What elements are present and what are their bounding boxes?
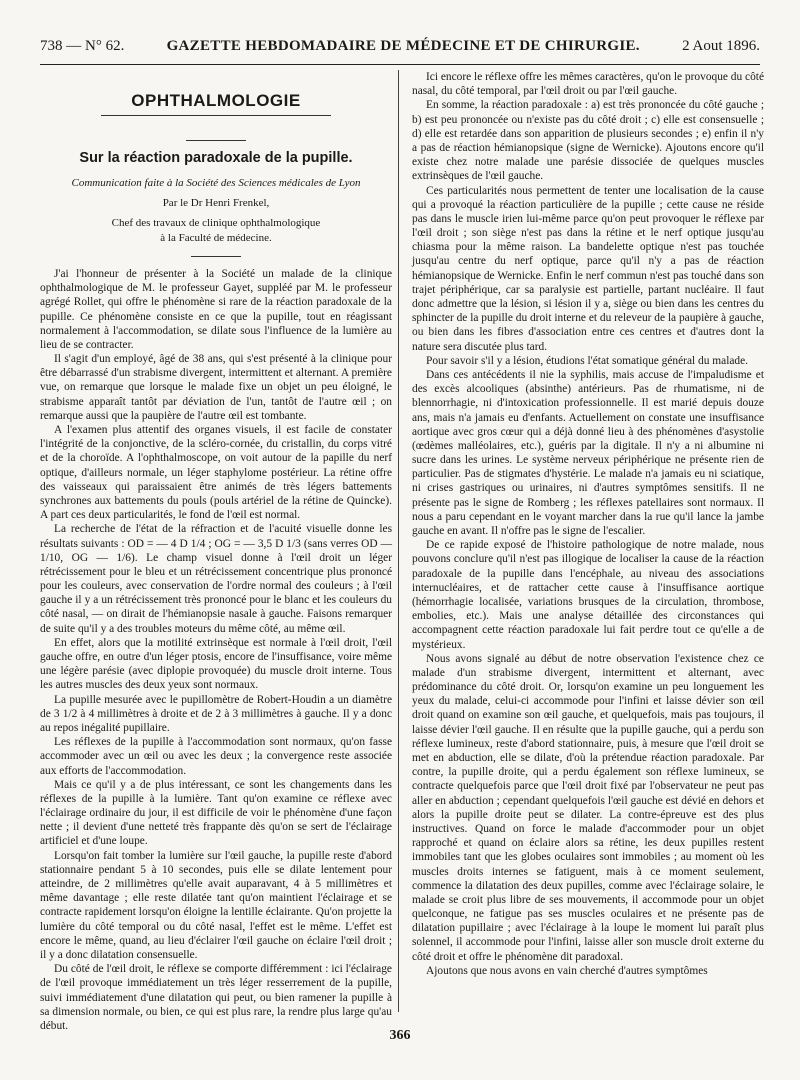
paragraph: A l'examen plus attentif des organes visuels, il est facile de constater l'intégrité de la conjonctive, de la scléro-cornée, du cristallin, du corps vitré et de la choroïde. A l'ophthalmoscope, on voit autour de la papille du nerf optique, d'ailleurs normale, un léger staphylome postérieur. La rétine offre des vaisseaux qui paraissaient être animés de très légers battements synchrones aux battements du pouls (pouls artériel de la rétine de Quincke). A part ces deux particularités, le fond de l'œil est normal. bbox=[40, 424, 392, 522]
paragraph: Dans ces antécédents il nie la syphilis, mais accuse de l'impaludisme et des excès alcooliques (absinthe) antérieurs. Pas de rhumatisme, ni de blennorrhagie, ni d'intoxication professionnelle. Il est marié depuis douze ans, mais n'a jamais eu d'enfants. Actuellement on constate une insuffisance aortique avec gros cœur qui a déjà donné lieu à des phénomènes d'asystolie (œdèmes malléolaires, etc.), guéris par la digitale. Il n'y a ni albumine ni sucre dans les urines. Le système nerveux périphérique ne présente rien de particulier. Pas de stigmates d'hystérie. Le malade n'a jamais eu ni sciatique, ni crises gastriques ou urinaires, ni d'autres symptômes sensitifs. Il ne présente pas le signe de Romberg ; les réflexes patellaires sont normaux. Il nous a paru cependant en le voyant marcher dans la rue qu'il lance la jambe gauche en avant. Il n'offre pas le signe de l'escalier. bbox=[412, 368, 764, 537]
paragraph: Ajoutons que nous avons en vain cherché d'autres symptômes bbox=[426, 964, 708, 977]
separator-rule bbox=[191, 256, 241, 257]
communication-note: Communication faite à la Société des Sciences médicales de Lyon bbox=[71, 177, 361, 190]
header-date: 2 Aout 1896. bbox=[682, 38, 760, 54]
separator-rule bbox=[186, 140, 246, 141]
paragraph: Pour savoir s'il y a lésion, étudions l'état somatique général du malade. bbox=[426, 354, 749, 367]
author-affiliation-1: Chef des travaux de clinique ophthalmologique bbox=[111, 216, 321, 229]
paragraph: De ce rapide exposé de l'histoire pathologique de notre malade, nous pouvons conclure qu'il n'est pas illogique de localiser la cause de la réaction paradoxale de la pupille dans l'encéphale, au niveau des associations internucléaires, et de rattacher cette cause à l'insuffisance aortique (hémorrhagie localisée, variations brusques de la circulation, thrombose, embolies, etc.). Mais une analyse détaillée des circonstances qui accompagnent cette réaction paradoxale lui fait perdre tout ce qu'elle a de mystérieux. bbox=[412, 539, 764, 651]
right-body-text bbox=[412, 70, 764, 978]
paragraph: Il s'agit d'un employé, âgé de 38 ans, qui s'est présenté à la clinique pour être débarrassé d'un strabisme divergent, intermittent et alternant. A première vue, on remarque que lorsque le malade fixe un objet un peu éloigné, le strabisme apparaît tantôt par déviation de l'un, tantôt de l'autre œil ; on remarque aussi que la paupière de l'autre œil est tombante. bbox=[40, 353, 392, 422]
author-affiliation-2: à la Faculté de médecine. bbox=[160, 232, 272, 245]
column-divider bbox=[398, 70, 399, 1012]
running-header bbox=[40, 38, 760, 65]
paragraph: Lorsqu'on fait tomber la lumière sur l'œil gauche, la pupille reste d'abord stationnaire pendant 5 à 10 secondes, puis elle se dilate lentement pour atteindre, de 2 millimètres qu'elle avait auparavant, 4 à 5 millimètres et même davantage ; elle reste dilatée tant qu'on maintient l'éclairage et se contracte rapidement lorsqu'on éloigne la lentille éclairante. Qu'on projette la lumière du côté temporal ou du côté nasal, l'effet est le même. L'effet est encore le même, quand, au lieu d'éclairer l'œil gauche on éclaire l'œil droit ; il y a donc dilatation consensuelle. bbox=[40, 849, 392, 961]
left-body-text bbox=[40, 267, 392, 1033]
header-page-info: 738 — N° 62. bbox=[40, 38, 125, 54]
left-column bbox=[40, 76, 392, 1033]
paragraph: Nous avons signalé au début de notre observation l'existence chez ce malade d'un strabisme divergent, intermittent et alternant, avec prédominance du côté droit. Or, lorsqu'on examine un peu longuement les yeux du malade, celui-ci accommode pour l'infini et laisse dévier son œil droit quand on examine son œil gauche, et quelquefois, mais pas toujours, il laisse dévier l'œil gauche. Il en résulte que la pupille gauche, qui a perdu son réflexe lumineux, reste d'abord stationnaire, puis, à mesure que l'œil droit se met en abduction, elle se dilate, d'où la prétendue réaction paradoxale. Par contre, la pupille droite, qui a perdu également son réflexe lumineux, se contracte quelquefois parce que l'œil droit fixé par l'observateur ne peut pas aller en abduction ; cependant quelquefois l'œil gauche est dévié en dehors et alors la pupille droite peut se dilater. La contre-épreuve est des plus instructives. Quand on force le malade d'accommoder pour un objet rapproché et quand on éclaire alors sa rétine, les deux pupilles restent immobiles tant que les globes oculaires sont immobiles ; au moment où les muscles droits internes se fatiguent, mais à ce moment seulement, commence la dilatation des deux pupilles, comme avec l'éclairage solaire, le malade se croit plus libre de ses mouvements, il accommode pour un objet quelconque, ne fatigue pas ses muscles oculaires et ne présente pas de dilatation pupillaire ; avec l'éclairage à la loupe le moment lui paraît plus solennel, il accommode pour l'infini, laisse aller son muscle droit externe du côté droit et offre le phénomène dit paradoxal. bbox=[412, 652, 764, 963]
right-column bbox=[412, 70, 764, 978]
article-title: Sur la réaction paradoxale de la pupille. bbox=[79, 150, 353, 167]
paragraph: La recherche de l'état de la réfraction et de l'acuité visuelle donne les résultats suivants : OD = — 4 D 1/4 ; OG = — 3,5 D 1/3 (sans verres OD — 1/10, OG — 1/6). Le champ visuel donne à l'œil droit un léger rétrécissement pour le bleu et un rétrécissement concentrique plus prononcé pour les couleurs, avec conservation de l'ordre normal des couleurs ; à l'œil gauche il y a un rétrécissement très prononcé pour le blanc et les couleurs du côté nasal, — on dirait de l'hémianopsie nasale à gauche. Faisons remarquer de suite qu'il y a des troubles moteurs du même côté, au même œil. bbox=[40, 523, 392, 635]
page-number: 366 bbox=[389, 1028, 411, 1043]
article-author: Par le Dr Henri Frenkel, bbox=[162, 196, 270, 209]
paragraph: En effet, alors que la motilité extrinsèque est normale à l'œil droit, l'œil gauche offre, en outre d'un léger ptosis, encore de l'insuffisance, voire même une légère parésie (avec diplopie provoquée) du muscle droit interne. Tous les autres muscles des deux yeux sont normaux. bbox=[40, 636, 392, 692]
journal-title: GAZETTE HEBDOMADAIRE DE MÉDECINE ET DE CHIRURGIE. bbox=[166, 38, 640, 54]
paragraph: J'ai l'honneur de présenter à la Société un malade de la clinique ophthalmologique de M. le professeur Gayet, suppléé par M. le professeur agrégé Rollet, qui offre le phénomène si rare de la réaction paradoxale de la pupille. Ce phénomène consiste en ce que la pupille, tout en réagissant normalement à l'accommodation, se dilate sous l'influence de la lumière au lieu de se contracter. bbox=[40, 267, 392, 351]
section-heading: OPHTHALMOLOGIE bbox=[101, 90, 331, 116]
paragraph: Ces particularités nous permettent de tenter une localisation de la cause qui a provoqué la réaction particulière de la pupille ; cette cause ne réside pas dans le muscle irien lui-même parce qu'on peut provoquer le réflexe par l'œil droit ; son siège n'est pas dans la rétine et le nerf optique jusqu'au chiasma pour la même raison. La bandelette optique n'est pas touchée jusqu'au centre du nerf optique, parce qu'il n'y a pas de réaction hémianopsique de Wernicke. Enfin le nerf commun n'est pas touché dans son trajet périphérique, car sa paralysie est partielle, partant nucléaire. Il faut donc admettre que la lésion, si lésion il y a, siège ou bien dans les centres du sphincter de la pupille du droit interne et du releveur de la paupière à gauche, ou bien dans les fibres d'association entre ces centres et d'autres dont la nature sera discutée plus tard. bbox=[412, 184, 765, 353]
paragraph: Mais ce qu'il y a de plus intéressant, ce sont les changements dans les réflexes de la pupille à la lumière. Tant qu'on examine ce réflexe avec l'éclairage ordinaire du jour, il est difficile de voir le phénomène d'une façon nette ; il devient d'une netteté très frappante dès qu'on se sert de l'éclairage artificiel et d'une loupe. bbox=[40, 778, 392, 848]
paragraph: Les réflexes de la pupille à l'accommodation sont normaux, qu'on fasse accommoder avec un œil ou avec les deux ; la convergence reste associée aux efforts de l'accommodation. bbox=[40, 736, 392, 777]
paragraph: Du côté de l'œil droit, le réflexe se comporte différemment : ici l'éclairage de l'œil provoque immédiatement un très léger resserrement de la pupille, suivi immédiatement d'une dilatation qui peut, ou bien ramener la pupille à sa dimension normale, ou bien, ce qui est plus rare, la rendre plus large qu'au début. bbox=[40, 963, 392, 1032]
paragraph: La pupille mesurée avec le pupillomètre de Robert-Houdin a un diamètre de 3 1/2 à 4 millimètres à droite et de 2 à 3 millimètres à gauche. Il y a donc au repos inégalité pupillaire. bbox=[40, 693, 392, 734]
paragraph: Ici encore le réflexe offre les mêmes caractères, qu'on le provoque du côté nasal, du côté temporal, par l'œil droit ou par l'œil gauche. bbox=[412, 71, 765, 98]
paragraph: En somme, la réaction paradoxale : a) est très prononcée du côté gauche ; b) est peu prononcée ou n'existe pas du côté droit ; c) elle est consensuelle ; d) elle est retardée dans son apparition de plusieurs secondes ; e) enfin il n'y a pas de réaction hémianopsique (signe de Wernicke). Ajoutons encore qu'il existe chez notre malade une parésie dissociée de quelques muscles extrinsèques de l'œil gauche. bbox=[412, 99, 764, 183]
